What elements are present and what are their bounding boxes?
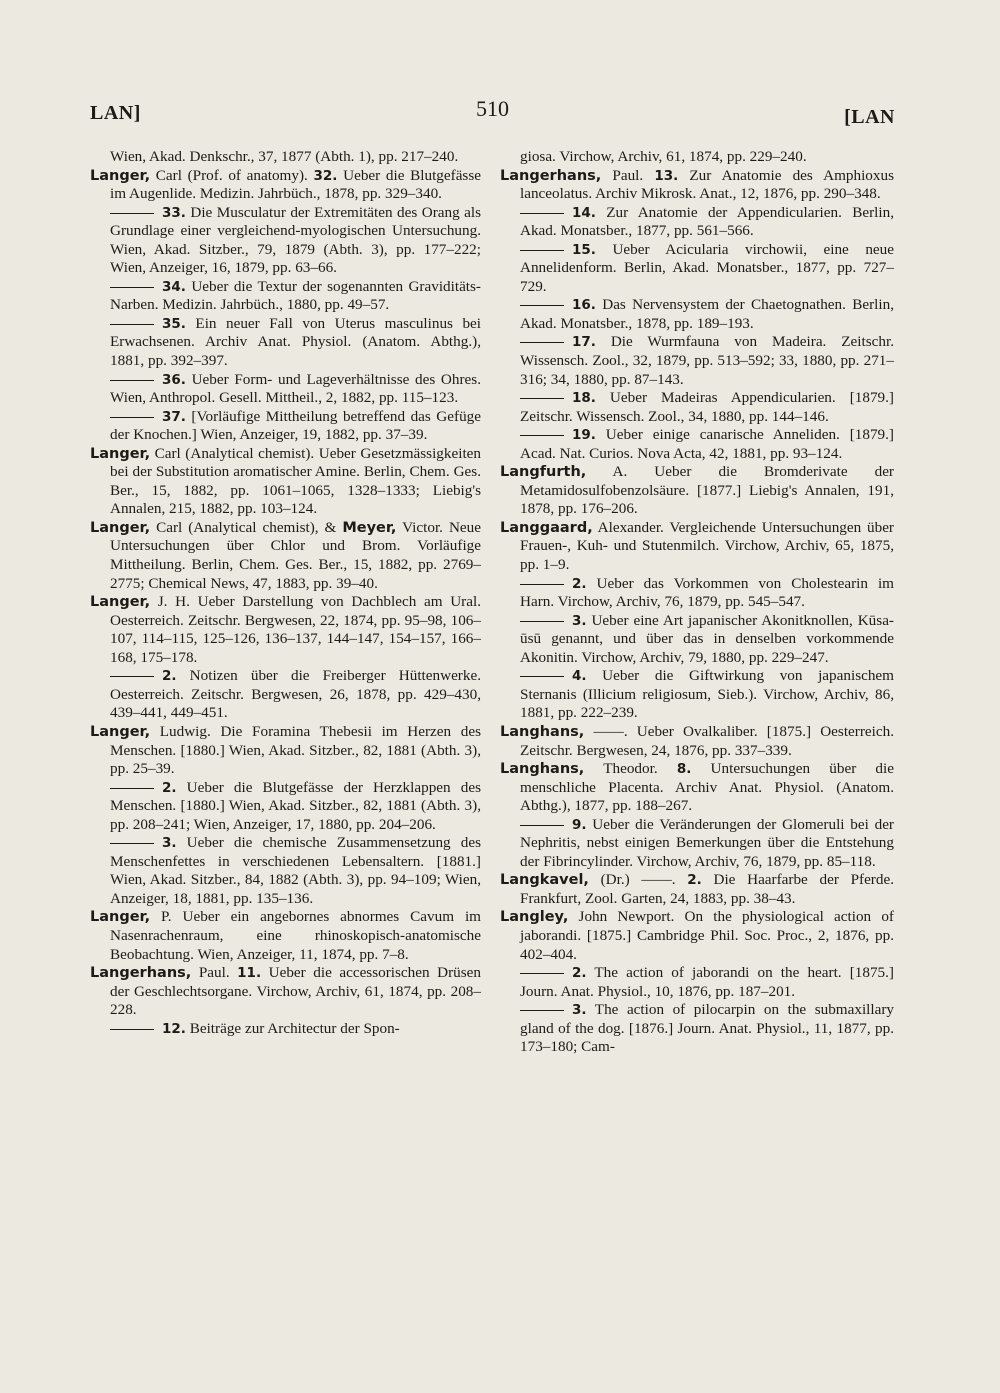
bibliography-entry: [500, 241, 894, 297]
bibliography-entry: [90, 779, 481, 835]
bibliography-entry: [500, 167, 894, 204]
author-name: Langgaard,: [500, 519, 593, 536]
entry-number: 32.: [313, 167, 338, 184]
ditto-dash: [110, 324, 154, 325]
ditto-dash: [110, 1029, 154, 1030]
entry-text: Zur Anatomie der Appendicularien. Berlin, Akad. Monatsber., 1877, pp. 561–566.: [520, 203, 894, 240]
entry-text: Ueber eine Art japanischer Akonitknollen, Kūsa-ūsū genannt, und über das in denselben vorkommende Akonitin. Virchow, Archiv, 79, 1880, pp. 229–247.: [520, 611, 894, 666]
entry-text: Neue Untersuchungen über Chlor und Brom. Vorläufige Mittheilung. Berlin, Chem. Ges. Ber., 15, 1882, pp. 2769–2775; Chemical News, 47, 1883, pp. 39–40.: [110, 518, 481, 592]
bibliography-entry: [500, 964, 894, 1001]
entry-number: 34.: [162, 278, 186, 295]
entry-text: Ueber die accessorischen Drüsen der Geschlechtsorgane. Virchow, Archiv, 61, 1874, pp. 208–228.: [110, 964, 481, 1019]
author-name: Langerhans,: [500, 167, 602, 184]
author-detail: Paul.: [601, 166, 655, 184]
bibliography-entry: [500, 871, 894, 908]
entry-number: 15.: [572, 241, 596, 258]
bibliography-entry: [500, 575, 894, 612]
entry-text: Notizen über die Freiberger Hüttenwerke. Oesterreich. Zeitschr. Bergwesen, 26, 1878, pp. 429–430, 439–441, 449–451.: [110, 667, 481, 722]
author-name: Langer,: [90, 519, 151, 536]
bibliography-entry: [500, 389, 894, 426]
entry-text: Ueber Gesetzmässigkeiten bei der Substitution aromatischer Amine. Berlin, Chem. Ges. Ber., 15, 1882, pp. 1061–1065, 1328–1333; Liebig's Annalen, 215, 1882, pp. 103–124.: [110, 444, 482, 518]
bibliography-entry: [500, 148, 894, 167]
entry-text: Vergleichende Untersuchungen über Frauen-, Kuh- und Stutenmilch. Virchow, Archiv, 65, 1875, pp. 1–9.: [520, 518, 894, 574]
bibliography-entry: [90, 371, 481, 408]
entry-text: Ueber einige canarische Anneliden. [1879.] Acad. Nat. Curios. Nova Acta, 42, 1881, pp. 93–124.: [520, 426, 894, 462]
entry-text: The action of pilocarpin on the submaxillary gland of the dog. [1876.] Journ. Anat. Physiol., 11, 1877, pp. 173–180; Cam-: [520, 1001, 894, 1056]
entry-number: 11.: [237, 965, 262, 982]
author-name: Langer,: [90, 909, 151, 926]
entry-number: 16.: [572, 297, 596, 314]
entry-text: Ueber Acicularia virchowii, eine neue Annelidenform. Berlin, Akad. Monatsber., 1877, pp. 727–729.: [520, 240, 894, 295]
entry-number: 37.: [162, 408, 186, 425]
ditto-dash: [110, 417, 154, 418]
bibliography-entry: [500, 760, 894, 816]
ditto-dash: [110, 788, 154, 789]
ditto-dash: [520, 584, 564, 585]
author-detail: Alexander.: [592, 518, 664, 536]
entry-number: 18.: [572, 390, 596, 407]
entry-text: Ueber die chemische Zusammensetzung des Menschenfettes in verschiedenen Lebensaltern. [1881.] Wien, Akad. Sitzber., 84, 1882 (Abth. 3), pp. 94–109; Wien, Anzeiger, 18, 1881, pp. 135–136.: [110, 834, 481, 907]
entry-text: Ueber die Blutgefässe der Herzklappen des Menschen. [1880.] Wien, Akad. Sitzber., 82, 1881 (Abth. 3), pp. 208–241; Wien, Anzeiger, 17, 1880, pp. 204–206.: [110, 778, 481, 833]
running-header: [90, 96, 895, 132]
entry-text: [Vorläufige Mittheilung betreffend das Gefüge der Knochen.] Wien, Anzeiger, 19, 1882, pp. 37–39.: [110, 407, 481, 444]
author-detail: J. H.: [150, 593, 190, 611]
bibliography-entry: [90, 1020, 481, 1039]
entry-number: 3.: [572, 1002, 587, 1019]
ditto-dash: [110, 213, 154, 214]
bibliography-entry: [500, 667, 894, 723]
bibliography-entry: [500, 296, 894, 333]
entry-text: Ueber die Textur der sogenannten Graviditäts-Narben. Medizin. Jahrbüch., 1880, pp. 49–57.: [110, 277, 481, 314]
entry-number: 4.: [572, 668, 587, 685]
author-detail: John Newport.: [568, 908, 675, 926]
bibliography-entry: [500, 908, 894, 964]
entry-text: Ueber Madeiras Appendicularien. [1879.] Zeitschr. Wissensch. Zool., 34, 1880, pp. 144–146.: [520, 389, 894, 425]
author-name: Langer,: [90, 167, 151, 184]
ditto-dash: [110, 287, 154, 288]
entry-text: Ueber ein angebornes abnormes Cavum im Nasenrachenraum, eine rhinoskopisch-anatomische Beobachtung. Wien, Anzeiger, 11, 1874, pp. 7–8.: [110, 908, 481, 963]
ditto-dash: [110, 843, 154, 844]
entry-text: Ueber die Giftwirkung von japanischem Sternanis (Illicium religiosum, Sieb.). Virchow, Archiv, 86, 1881, pp. 222–239.: [520, 667, 894, 722]
author-name: Langerhans,: [90, 965, 192, 982]
ditto-dash: [520, 213, 564, 214]
ditto-dash: [110, 676, 154, 677]
entry-text: Wien, Akad. Denkschr., 37, 1877 (Abth. 1), pp. 217–240.: [110, 148, 459, 165]
entry-number: 3.: [162, 835, 177, 852]
bibliography-entry: [500, 426, 894, 463]
author-name: Langley,: [500, 909, 569, 926]
entry-text: Untersuchungen über die menschliche Placenta. Archiv Anat. Physiol. (Anatom. Abthg.), 1877, pp. 188–267.: [520, 760, 894, 815]
entry-text: Ueber Darstellung von Dachblech am Ural. Oesterreich. Zeitschr. Bergwesen, 22, 1874, pp. 95–98, 106–107, 114–115, 125–126, 136–137, 144–147, 154–157, 166–168, 175–178.: [110, 593, 481, 666]
coauthor-detail: Victor.: [396, 518, 443, 536]
bibliography-entry: [500, 463, 894, 519]
entry-text: Ueber die Bromderivate der Metamidosulfobenzolsäure. [1877.] Liebig's Annalen, 191, 1878, pp. 176–206.: [520, 463, 894, 518]
coauthor-name: Meyer,: [342, 519, 397, 536]
author-detail: A.: [586, 463, 628, 481]
ditto-dash: [110, 380, 154, 381]
bibliography-entry: [500, 519, 894, 575]
ditto-dash: [520, 342, 564, 343]
entry-text: Ueber Ovalkaliber. [1875.] Oesterreich. Zeitschr. Bergwesen, 24, 1876, pp. 337–339.: [520, 722, 894, 759]
entry-text: Die Wurmfauna von Madeira. Zeitschr. Wissensch. Zool., 32, 1879, pp. 513–592; 33, 1880, pp. 271–316; 34, 1880, pp. 87–143.: [520, 333, 894, 388]
entry-number: 36.: [162, 371, 186, 388]
author-name: Langer,: [90, 723, 151, 740]
bibliography-entry: [500, 204, 894, 241]
author-name: Langer,: [90, 445, 151, 462]
author-detail: Theodor.: [584, 760, 677, 778]
bibliography-entry: [500, 723, 894, 760]
bibliography-entry: [90, 908, 481, 964]
ditto-dash: [520, 676, 564, 677]
entry-number: 8.: [676, 761, 692, 778]
author-detail: Carl (Prof. of anatomy).: [150, 166, 314, 184]
bibliography-entry: [90, 667, 481, 723]
bibliography-entry: [90, 315, 481, 371]
author-detail: Carl (Analytical chemist), &: [150, 518, 343, 536]
author-detail: Paul.: [191, 964, 238, 982]
entry-number: 19.: [572, 427, 596, 444]
entry-text: Das Nervensystem der Chaetognathen. Berlin, Akad. Monatsber., 1878, pp. 189–193.: [520, 296, 894, 332]
left-column: [90, 148, 481, 1038]
ditto-dash: [520, 973, 564, 974]
right-column: [500, 148, 894, 1057]
entry-number: 3.: [572, 612, 587, 629]
ditto-dash: [520, 305, 564, 306]
bibliography-entry: [90, 204, 481, 278]
bibliography-entry: [90, 278, 481, 315]
entry-number: 35.: [162, 315, 186, 332]
author-detail: Ludwig.: [150, 722, 211, 740]
author-name: Langkavel,: [500, 872, 589, 889]
author-detail: Carl (Analytical chemist).: [150, 444, 315, 462]
entry-text: Ueber das Vorkommen von Cholestearin im Harn. Virchow, Archiv, 76, 1879, pp. 545–547.: [520, 574, 894, 611]
entry-number: 2.: [572, 965, 587, 982]
bibliography-entry: [90, 408, 481, 445]
ditto-dash: [520, 621, 564, 622]
bibliography-entry: [90, 964, 481, 1020]
bibliography-entry: [500, 816, 894, 872]
author-detail: P.: [150, 908, 172, 926]
author-detail: (Dr.) ——.: [588, 871, 688, 889]
bibliography-entry: [90, 445, 481, 519]
entry-text: giosa. Virchow, Archiv, 61, 1874, pp. 229–240.: [520, 148, 807, 165]
entry-number: 2.: [162, 668, 177, 685]
entry-number: 17.: [572, 334, 596, 351]
entry-number: 14.: [572, 204, 596, 221]
entry-text: Zur Anatomie des Amphioxus lanceolatus. Archiv Mikrosk. Anat., 12, 1876, pp. 290–348.: [520, 166, 894, 203]
entry-text: Ueber die Blutgefässe im Augenlide. Medizin. Jahrbüch., 1878, pp. 329–340.: [110, 166, 481, 203]
entry-text: Ueber die Veränderungen der Glomeruli bei der Nephritis, nebst einigen Bemerkungen über die Entstehung der Fibrincylinder. Virchow, Archiv, 76, 1879, pp. 85–118.: [520, 815, 894, 870]
bibliography-entry: [90, 519, 481, 593]
header-left: LAN]: [90, 102, 141, 124]
bibliography-entry: [90, 834, 481, 908]
header-right: [LAN: [844, 106, 895, 128]
author-detail: ——.: [584, 722, 628, 740]
entry-text: On the physiological action of jaborandi. [1875.] Cambridge Phil. Soc. Proc., 2, 1876, pp. 402–404.: [520, 908, 894, 963]
entry-number: 9.: [572, 816, 587, 833]
page-number: 510: [476, 96, 509, 121]
entry-text: Die Haarfarbe der Pferde. Frankfurt, Zool. Garten, 24, 1883, pp. 38–43.: [520, 871, 894, 907]
bibliography-entry: [90, 723, 481, 779]
entry-number: 13.: [654, 167, 679, 184]
entry-number: 2.: [572, 575, 587, 592]
entry-number: 2.: [162, 779, 177, 796]
bibliography-entry: [500, 612, 894, 668]
entry-text: The action of jaborandi on the heart. [1875.] Journ. Anat. Physiol., 10, 1876, pp. 187–201.: [520, 964, 894, 1000]
entry-text: Die Musculatur der Extremitäten des Orang als Grundlage einer vergleichend-myologischen Untersuchung. Wien, Akad. Sitzber., 79, 1879 (Abth. 3), pp. 177–222; Wien, Anzeiger, 16, 1879, pp. 63–66.: [110, 203, 481, 277]
ditto-dash: [520, 435, 564, 436]
bibliography-entry: [500, 1001, 894, 1057]
ditto-dash: [520, 398, 564, 399]
bibliography-entry: [500, 333, 894, 389]
bibliography-entry: [90, 148, 481, 167]
ditto-dash: [520, 250, 564, 251]
entry-number: 12.: [162, 1020, 186, 1037]
entry-text: Die Foramina Thebesii im Herzen des Menschen. [1880.] Wien, Akad. Sitzber., 82, 1881 (Abth. 3), pp. 25–39.: [110, 722, 481, 778]
entry-text: Beiträge zur Architectur der Spon-: [185, 1019, 400, 1037]
entry-text: Ein neuer Fall von Uterus masculinus bei Erwachsenen. Archiv Anat. Physiol. (Anatom. Abthg.), 1881, pp. 392–397.: [110, 314, 481, 370]
entry-number: 2.: [687, 872, 702, 889]
ditto-dash: [520, 1010, 564, 1011]
author-name: Langhans,: [500, 761, 585, 778]
bibliography-entry: [90, 167, 481, 204]
author-name: Langfurth,: [500, 464, 587, 481]
author-name: Langer,: [90, 594, 151, 611]
author-name: Langhans,: [500, 723, 585, 740]
entry-number: 33.: [162, 204, 186, 221]
bibliography-entry: [90, 593, 481, 667]
ditto-dash: [520, 825, 564, 826]
entry-text: Ueber Form- und Lageverhältnisse des Ohres. Wien, Anthropol. Gesell. Mittheil., 2, 1882, pp. 115–123.: [110, 370, 481, 407]
